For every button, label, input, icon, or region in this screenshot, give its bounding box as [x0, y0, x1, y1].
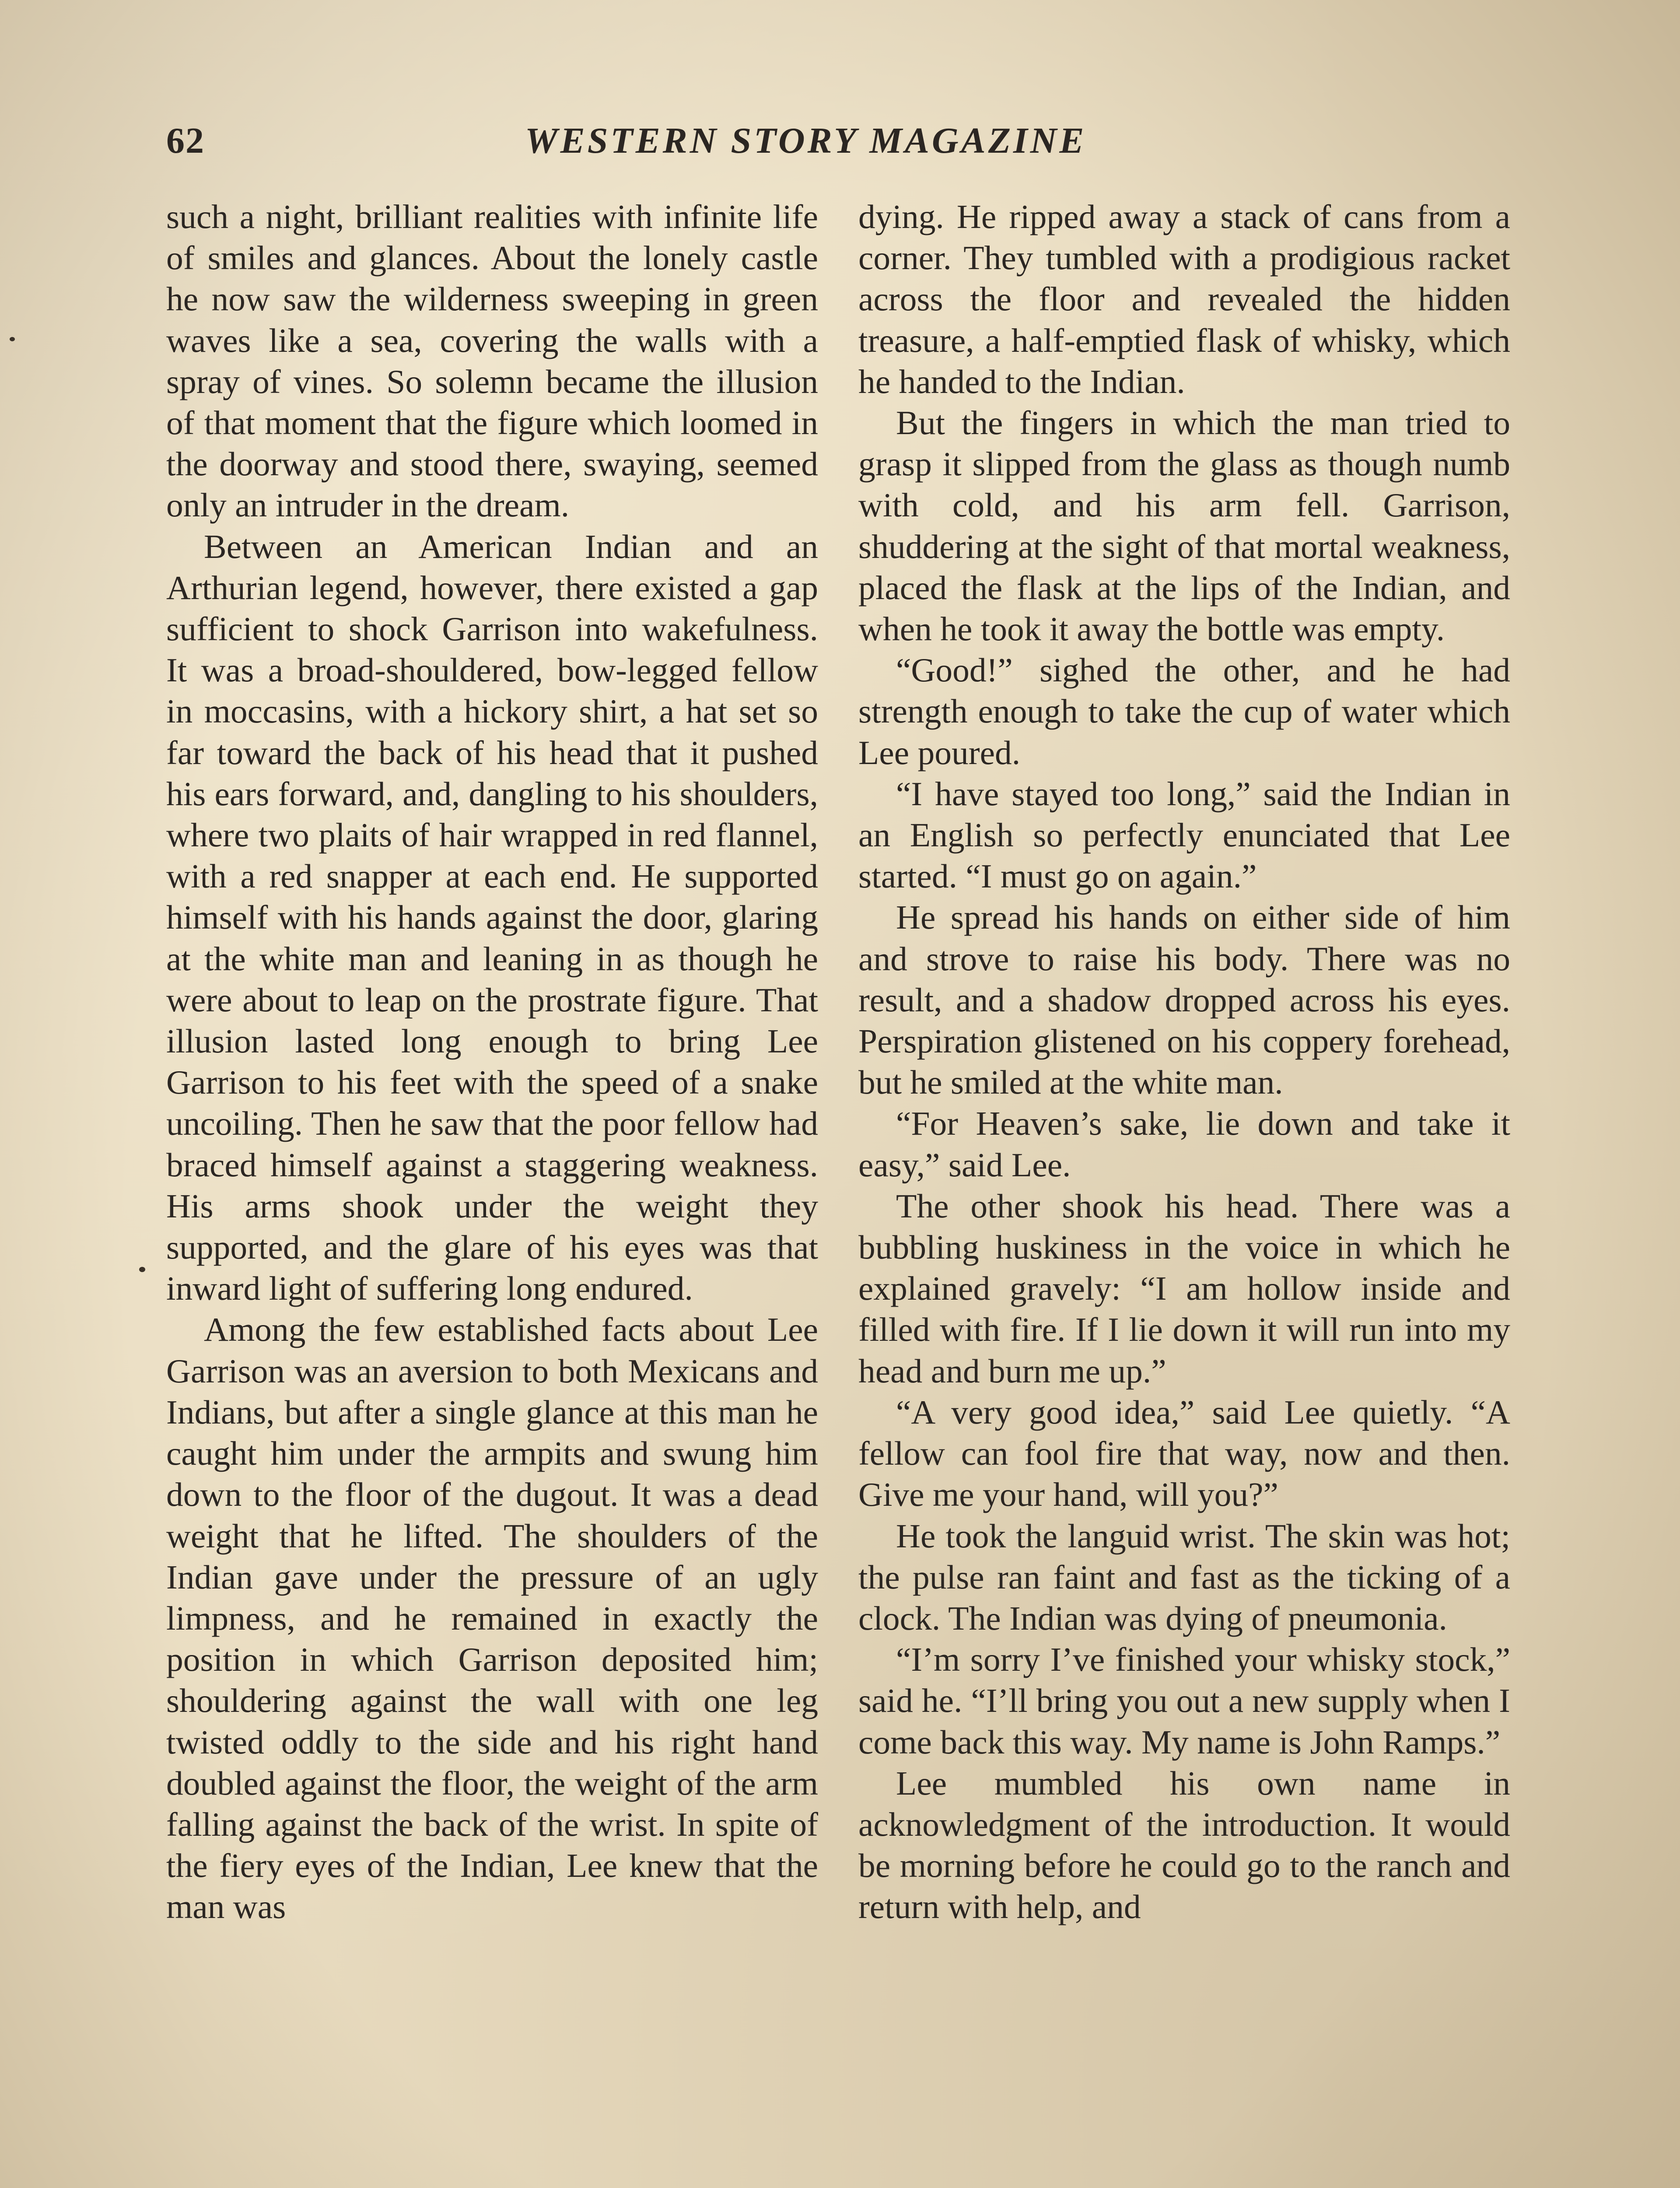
paragraph: He spread his hands on either side of him and strove to raise his body. There was no result, and a shadow dropped across his eyes. Perspiration glistened on his coppery forehead, but he smiled at the white man.: [858, 898, 1510, 1101]
paragraph: “I have stayed too long,” said the Indian in an English so perfectly enunciated that Lee started. “I must go on again.”: [858, 775, 1510, 895]
paragraph: He took the languid wrist. The skin was hot; the pulse ran faint and fast as the ticking of a clock. The Indian was dying of pneumonia.: [858, 1517, 1510, 1637]
ink-speck: [10, 337, 15, 341]
magazine-title: WESTERN STORY MAGAZINE: [525, 120, 1087, 161]
page-header: [166, 115, 1151, 167]
paragraph: Between an American Indian and an Arthurian legend, however, there existed a gap sufficient to shock Garrison into wakefulness. It was a broad-shouldered, bow-legged fellow in moccasins, with a hickory shirt, a hat set so far toward the back of his head that it pushed his ears forward, and, dangling to his shoulders, where two plaits of hair wrapped in red flannel, with a red snapper at each end. He supported himself with his hands against the door, glaring at the white man and leaning in as though he were about to leap on the prostrate figure. That illusion lasted long enough to bring Lee Garrison to his feet with the speed of a snake uncoiling. Then he saw that the poor fellow had braced himself against a staggering weakness. His arms shook under the weight they supported, and the glare of his eyes was that inward light of suffering long endured.: [166, 527, 818, 1308]
right-column: [858, 196, 1510, 1928]
paragraph: dying. He ripped away a stack of cans from a corner. They tumbled with a prodigious racket across the floor and revealed the hidden treasure, a half-emptied flask of whisky, which he handed to the Indian.: [858, 198, 1510, 400]
paragraph: “A very good idea,” said Lee quietly. “A fellow can fool fire that way, now and then. Give me your hand, will you?”: [858, 1393, 1510, 1514]
left-column: [166, 196, 818, 1928]
paragraph: The other shook his head. There was a bubbling huskiness in the voice in which he explained gravely: “I am hollow inside and filled with fire. If I lie down it will run into my head and burn me up.”: [858, 1187, 1510, 1390]
paragraph: “I’m sorry I’ve finished your whisky stock,” said he. “I’ll bring you out a new supply when I come back this way. My name is John Ramps.”: [858, 1641, 1510, 1761]
ink-speck: [139, 1267, 145, 1272]
paragraph: But the fingers in which the man tried to grasp it slipped from the glass as though numb with cold, and his arm fell. Garrison, shuddering at the sight of that mortal weakness, placed the flask at the lips of the Indian, and when he took it away the bottle was empty.: [858, 404, 1510, 648]
paragraph: “Good!” sighed the other, and he had strength enough to take the cup of water which Lee poured.: [858, 651, 1510, 771]
page-number: 62: [166, 120, 205, 161]
paragraph: such a night, brilliant realities with infinite life of smiles and glances. About the lonely castle he now saw the wilderness sweeping in green waves like a sea, covering the walls with a spray of vines. So solemn became the illusion of that moment that the figure which loomed in the doorway and stood there, swaying, seemed only an intruder in the dream.: [166, 198, 818, 524]
paragraph: “For Heaven’s sake, lie down and take it easy,” said Lee.: [858, 1105, 1510, 1184]
paragraph: Lee mumbled his own name in acknowledgment of the introduction. It would be morning before he could go to the ranch and return with help, and: [858, 1764, 1510, 1926]
paragraph: Among the few established facts about Lee Garrison was an aversion to both Mexicans and Indians, but after a single glance at this man he caught him under the armpits and swung him down to the floor of the dugout. It was a dead weight that he lifted. The shoulders of the Indian gave under the pressure of an ugly limpness, and he remained in exactly the position in which Garrison deposited him; shouldering against the wall with one leg twisted oddly to the side and his right hand doubled against the floor, the weight of the arm falling against the back of the wrist. In spite of the fiery eyes of the Indian, Lee knew that the man was: [166, 1311, 818, 1926]
